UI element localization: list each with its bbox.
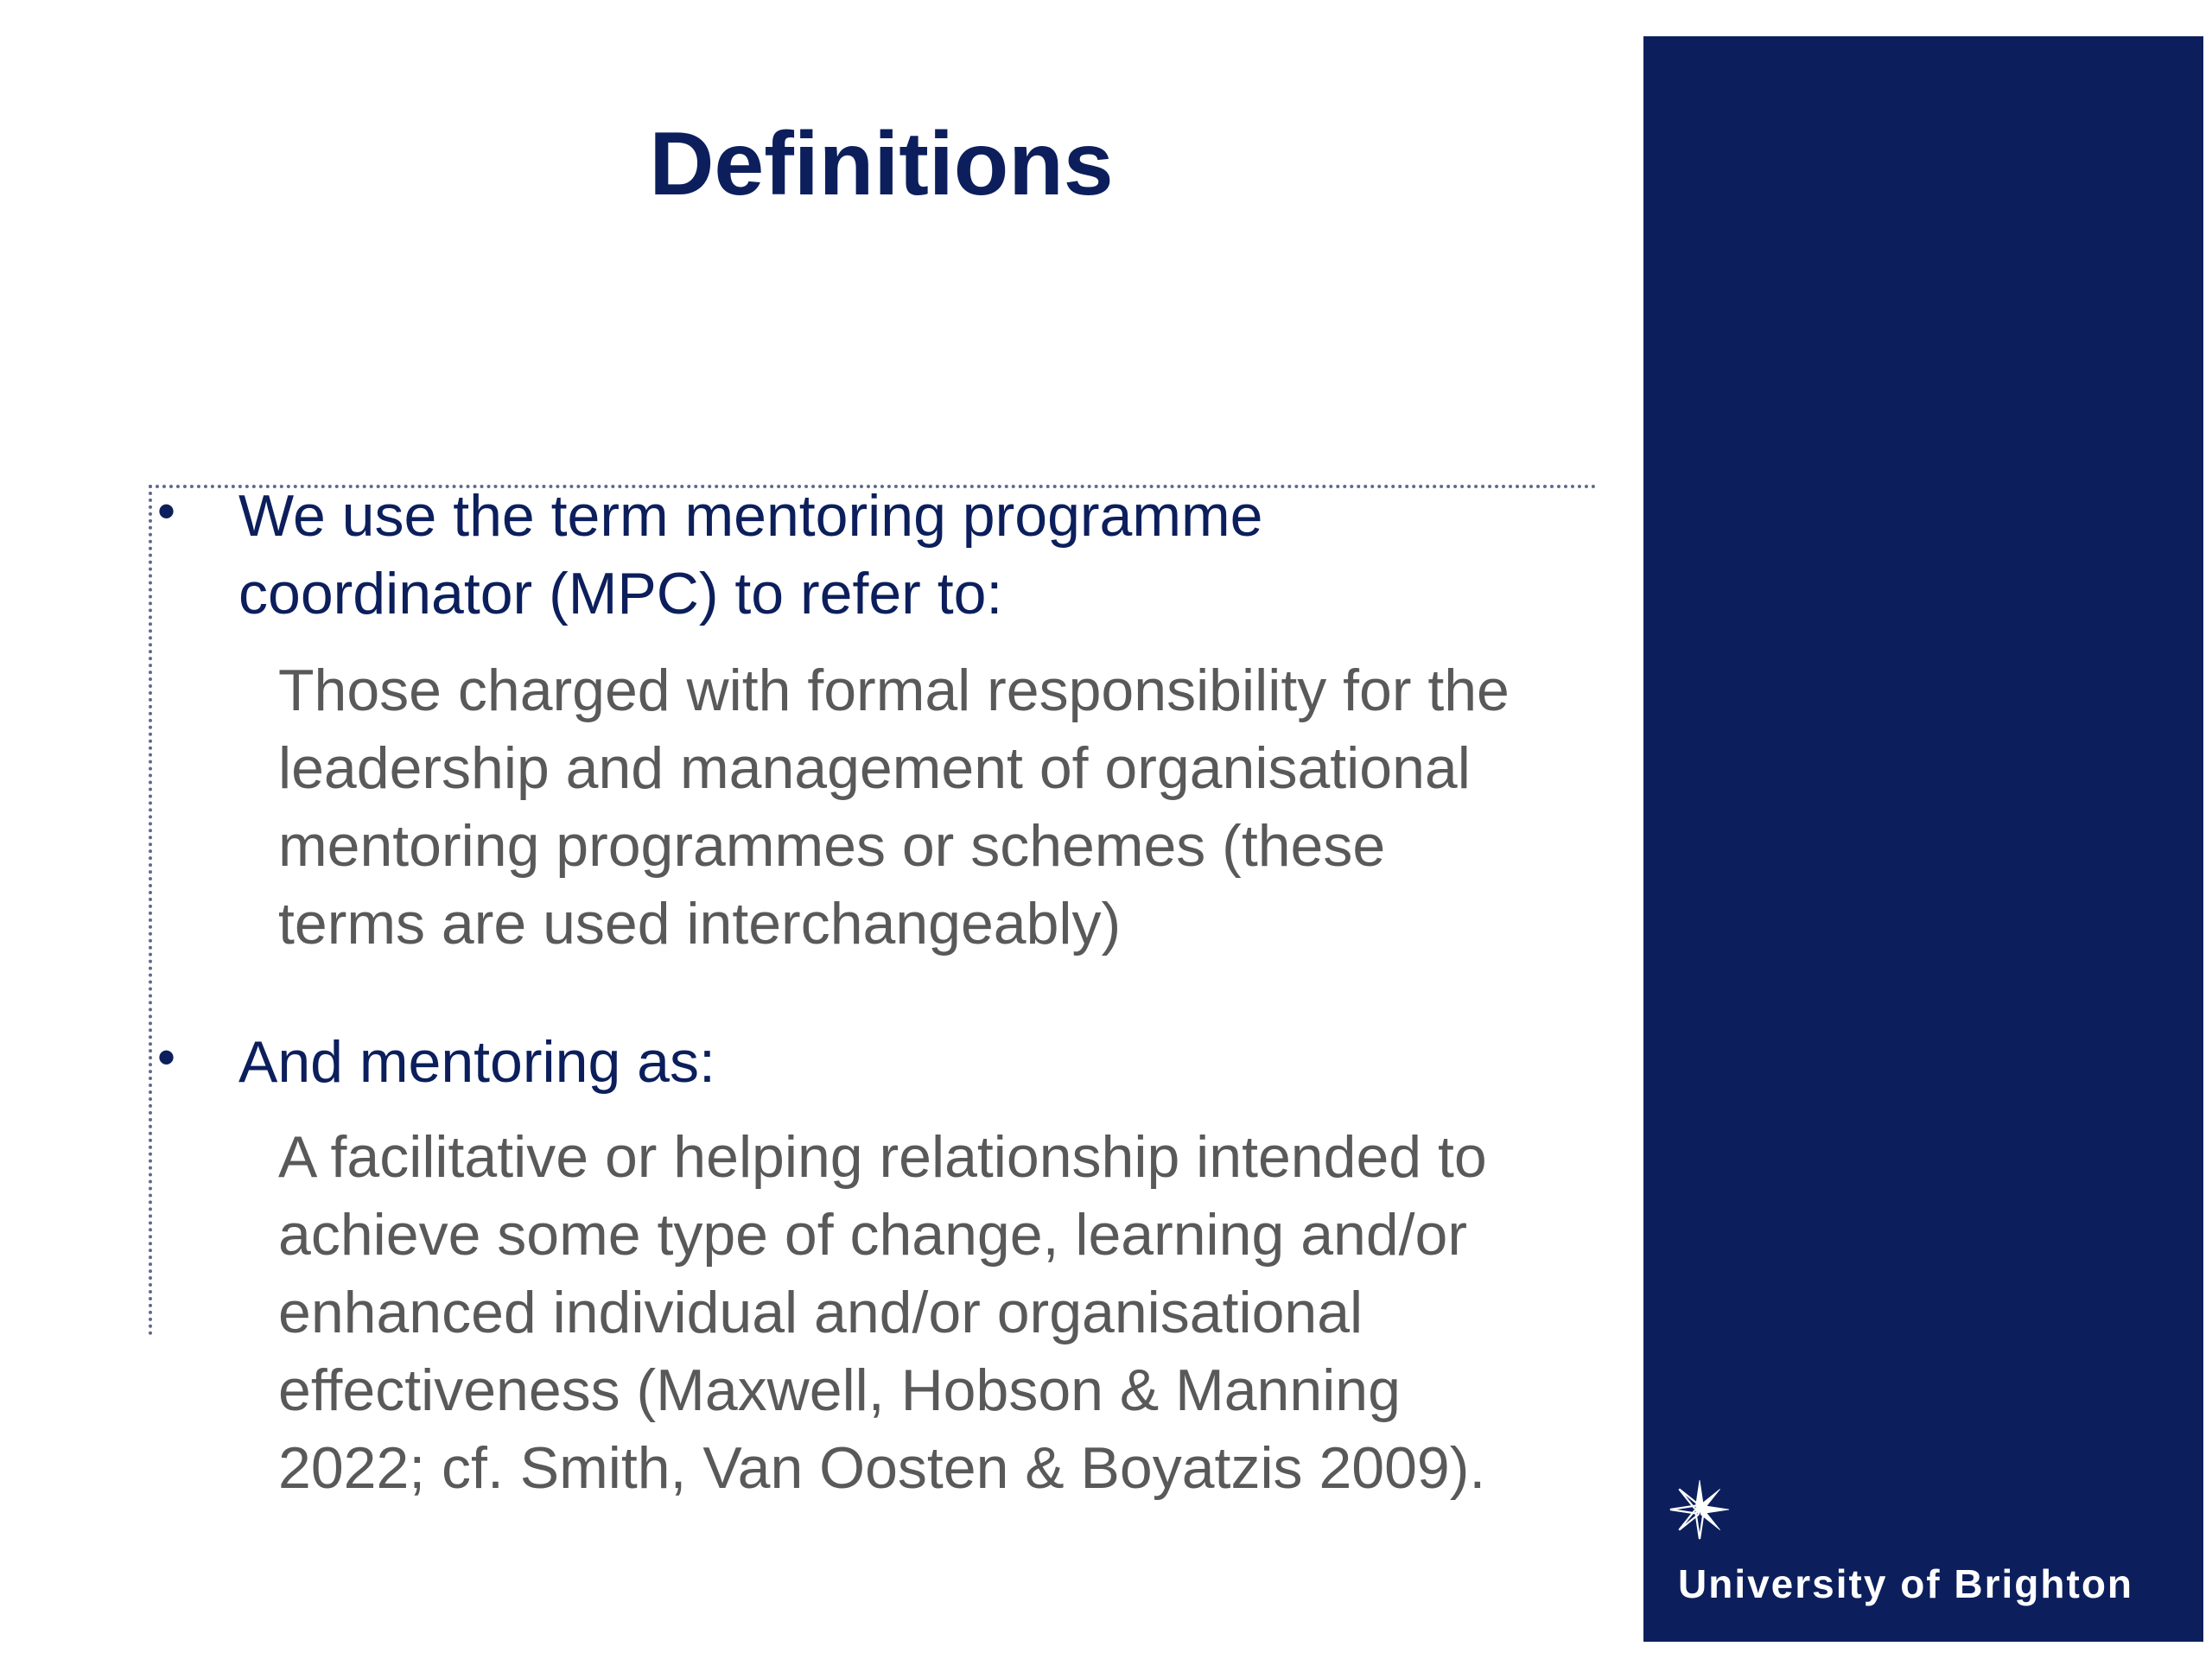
slide-body [149, 477, 1618, 1507]
bullet-text-line: We use the term mentoring programme [238, 483, 1263, 549]
definition-line: leadership and management of organisational [278, 735, 1471, 801]
definition-line: terms are used interchangeably) [278, 891, 1122, 957]
bullet-marker: • [157, 482, 176, 540]
bullet-marker: • [157, 1028, 176, 1086]
university-name: University of Brighton [1678, 1561, 2134, 1606]
definition-line: effectiveness (Maxwell, Hobson & Manning [278, 1357, 1401, 1423]
bullet-text-line: coordinator (MPC) to refer to: [238, 561, 1003, 626]
bullet-item-mentoring [149, 1023, 1618, 1101]
definition-line: 2022; cf. Smith, Van Oosten & Boyatzis 2009). [278, 1435, 1486, 1501]
definition-line: achieve some type of change, learning and/or [278, 1202, 1468, 1268]
definition-line: enhanced individual and/or organisational [278, 1280, 1363, 1345]
definition-line: A facilitative or helping relationship intended to [278, 1124, 1487, 1190]
slide-title: Definitions [649, 114, 1114, 214]
bullet-item-mpc [149, 477, 1618, 632]
definition-line: Those charged with formal responsibility for the [278, 658, 1510, 723]
definition-mentoring [149, 1118, 1618, 1507]
definition-line: mentoring programmes or schemes (these [278, 813, 1386, 879]
definition-mpc [149, 652, 1618, 963]
bullet-text-line: And mentoring as: [238, 1029, 715, 1095]
brand-side-panel [1643, 36, 2203, 1642]
compass-star-icon [1668, 1478, 1732, 1541]
